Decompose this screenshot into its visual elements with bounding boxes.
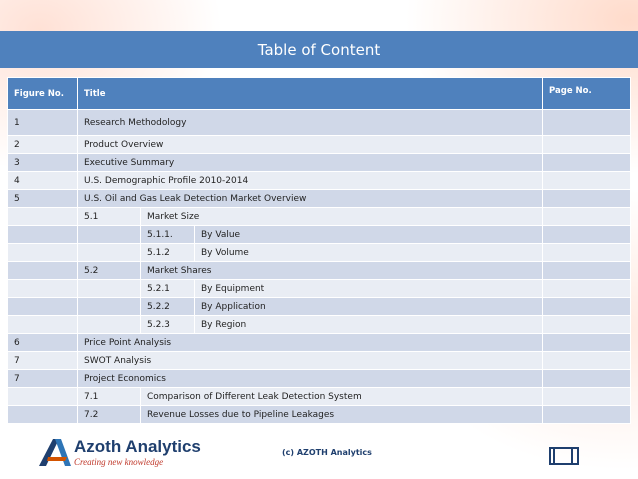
subsection-no: 5.2.3 — [141, 316, 195, 334]
figure-no — [8, 406, 78, 424]
figure-no — [8, 226, 78, 244]
page-no — [543, 280, 631, 298]
logo-tagline: Creating new knowledge — [74, 457, 164, 467]
header-title: Title — [78, 78, 543, 110]
table-row — [8, 172, 631, 190]
page-no — [543, 226, 631, 244]
slide-title: Table of Content — [0, 31, 638, 68]
figure-no: 7 — [8, 370, 78, 388]
page-no — [543, 136, 631, 154]
table-row — [8, 280, 631, 298]
subsection-no: 5.2.2 — [141, 298, 195, 316]
row-title: U.S. Demographic Profile 2010-2014 — [78, 172, 543, 190]
section-no: 7.2 — [78, 406, 141, 424]
figure-no — [8, 388, 78, 406]
section-title: Market Shares — [141, 262, 543, 280]
table-row — [8, 352, 631, 370]
page-no — [543, 334, 631, 352]
table-row — [8, 262, 631, 280]
subsection-title: By Value — [195, 226, 543, 244]
row-title: U.S. Oil and Gas Leak Detection Market Overview — [78, 190, 543, 208]
page-no — [543, 406, 631, 424]
section-no: 7.1 — [78, 388, 141, 406]
section-no — [78, 298, 141, 316]
table-row — [8, 190, 631, 208]
figure-no — [8, 262, 78, 280]
figure-no — [8, 244, 78, 262]
table-row — [8, 244, 631, 262]
table-header-row — [8, 78, 631, 110]
page-no — [543, 262, 631, 280]
figure-no: 7 — [8, 352, 78, 370]
row-title: Research Methodology — [78, 110, 543, 136]
page-no — [543, 208, 631, 226]
section-title: Comparison of Different Leak Detection System — [141, 388, 543, 406]
figure-no — [8, 316, 78, 334]
subsection-title: By Region — [195, 316, 543, 334]
table-row — [8, 110, 631, 136]
figure-no: 3 — [8, 154, 78, 172]
section-no — [78, 316, 141, 334]
section-title: Market Size — [141, 208, 543, 226]
figure-no — [8, 280, 78, 298]
figure-no: 5 — [8, 190, 78, 208]
subsection-title: By Equipment — [195, 280, 543, 298]
header-page-no: Page No. — [543, 78, 631, 110]
figure-no: 4 — [8, 172, 78, 190]
section-title: Revenue Losses due to Pipeline Leakages — [141, 406, 543, 424]
table-of-content — [7, 77, 631, 424]
page-no — [543, 298, 631, 316]
section-no: 5.2 — [78, 262, 141, 280]
row-title: Product Overview — [78, 136, 543, 154]
table-row — [8, 406, 631, 424]
page-no — [543, 190, 631, 208]
section-no — [78, 244, 141, 262]
figure-no — [8, 298, 78, 316]
table-row — [8, 208, 631, 226]
azoth-logo-icon — [37, 436, 77, 468]
section-no — [78, 226, 141, 244]
page-no — [543, 388, 631, 406]
table-row — [8, 136, 631, 154]
figure-no: 2 — [8, 136, 78, 154]
page-no — [543, 352, 631, 370]
page-no — [543, 244, 631, 262]
subsection-no: 5.1.1. — [141, 226, 195, 244]
section-no — [78, 280, 141, 298]
row-title: Project Economics — [78, 370, 543, 388]
table-row — [8, 334, 631, 352]
page-no — [543, 370, 631, 388]
section-no: 5.1 — [78, 208, 141, 226]
subsection-title: By Application — [195, 298, 543, 316]
subsection-title: By Volume — [195, 244, 543, 262]
page-no — [543, 172, 631, 190]
figure-no: 1 — [8, 110, 78, 136]
table-row — [8, 154, 631, 172]
row-title: SWOT Analysis — [78, 352, 543, 370]
page-no — [543, 110, 631, 136]
figure-no: 6 — [8, 334, 78, 352]
row-title: Price Point Analysis — [78, 334, 543, 352]
page-no — [543, 154, 631, 172]
logo-name: Azoth Analytics — [74, 437, 201, 456]
table-row — [8, 370, 631, 388]
subsection-no: 5.2.1 — [141, 280, 195, 298]
subsection-no: 5.1.2 — [141, 244, 195, 262]
page-no — [543, 316, 631, 334]
figure-no — [8, 208, 78, 226]
table-row — [8, 388, 631, 406]
table-row — [8, 298, 631, 316]
header-figure-no: Figure No. — [8, 78, 78, 110]
page-number-box — [549, 447, 579, 465]
row-title: Executive Summary — [78, 154, 543, 172]
table-row — [8, 226, 631, 244]
table-row — [8, 316, 631, 334]
copyright-text: (c) AZOTH Analytics — [282, 448, 372, 457]
